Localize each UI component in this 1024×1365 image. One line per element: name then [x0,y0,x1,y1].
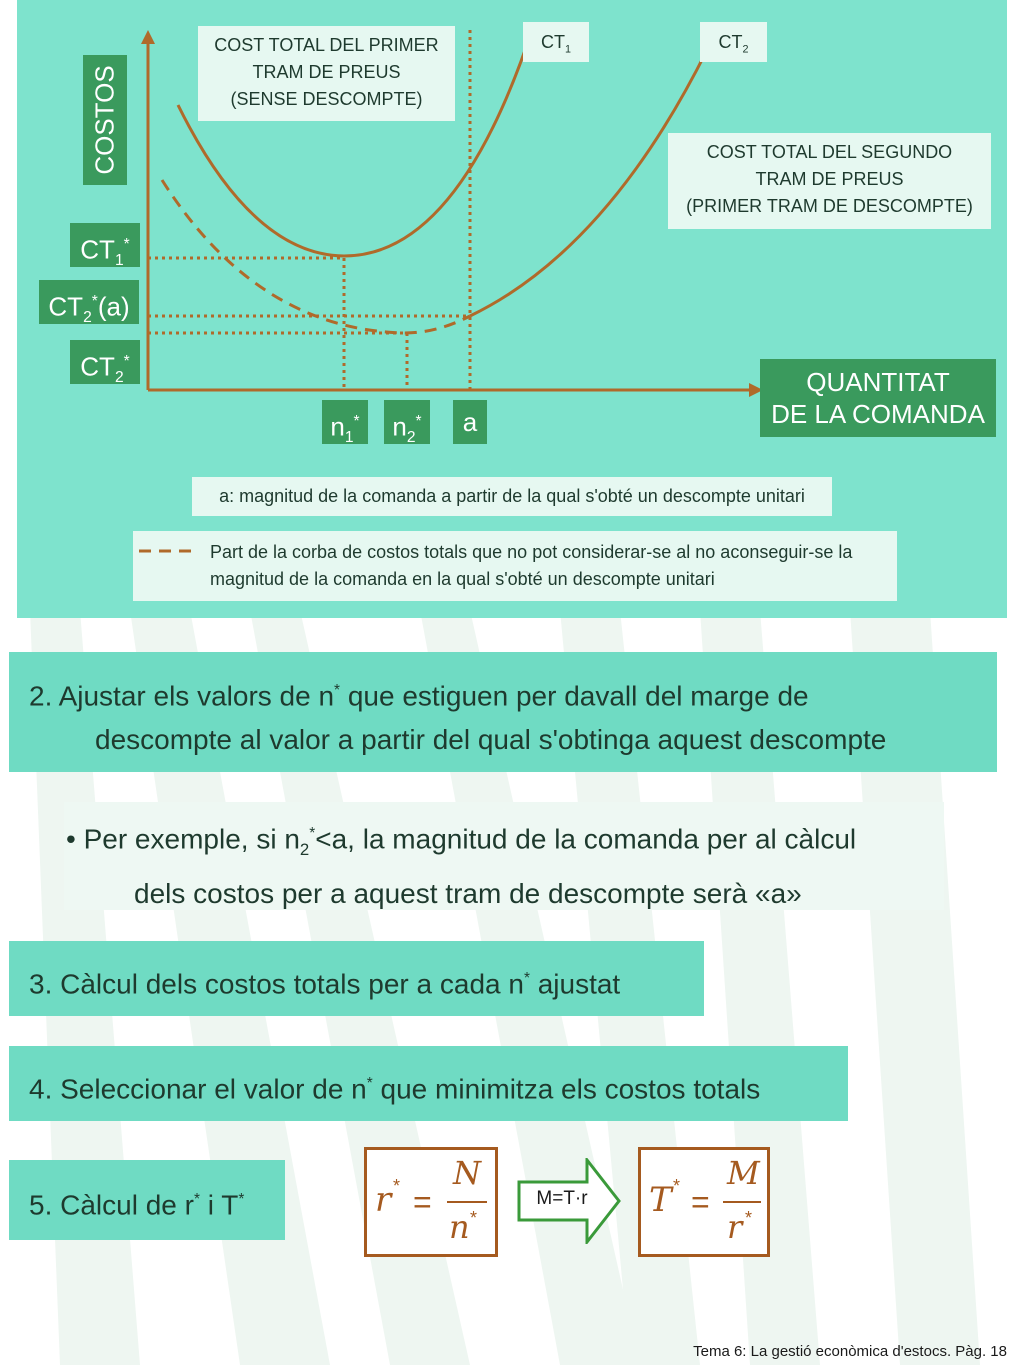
step-4 [9,1046,848,1121]
ct2a-sup: * [91,293,98,310]
curve-ct1-main: CT [540,32,565,52]
n2-label [384,400,430,444]
note-dashed-line2: magnitud de la comanda en la qual s'obté un descompte unitari [210,569,715,589]
ct2-star-label [70,340,140,384]
example-line2: dels costos per a aquest tram de descompte serà «a» [134,877,802,909]
ct1-star-label [70,223,140,267]
step-2 [9,652,997,772]
curve-ct2-main: CT [718,32,743,52]
step-3 [9,941,704,1016]
step-3-text-b: ajustat [529,968,621,1000]
formula-r [364,1147,498,1257]
note-a-text: a: magnitud de la comanda a partir de la qual s'obté un descompte unitari [219,486,805,506]
n2-sup: * [415,413,422,430]
step-3-text-a: 3. Càlcul dels costos totals per a cada n [29,968,524,1000]
first-tier-box [198,26,455,121]
ct2-star-main: CT [80,351,115,382]
formula-t-equals: = [691,1184,710,1220]
x-axis-label [760,359,996,437]
note-dashed-line1: Part de la corba de costos totals que no pot considerar-se al no aconseguir-se la [210,542,853,562]
x-axis-label-line2: DE LA COMANDA [771,399,985,429]
formula-t-den-star: * [745,1208,753,1228]
formula-r-fraction-bar [447,1201,487,1203]
ct2a-label [39,280,139,324]
n1-sup: * [353,413,360,430]
second-tier-line3: (PRIMER TRAM DE DESCOMPTE) [686,196,973,216]
n1-sub: 1 [344,428,354,446]
first-tier-line1: COST TOTAL DEL PRIMER [214,35,439,55]
note-a [192,477,832,516]
step-4-text-b: que minimitza els costos totals [372,1073,761,1105]
step-5-sup1: * [193,1191,200,1208]
cost-diagram [17,0,1007,618]
curve-ct2-label [700,22,767,62]
second-tier-line2: TRAM DE PREUS [755,169,904,189]
step-2-line1 [9,669,997,718]
step-3-sup: * [523,970,530,987]
example-sub: 2 [299,839,310,859]
second-tier-box [668,133,991,229]
step-4-sup: * [366,1075,373,1092]
step-5-sup2: * [238,1191,245,1208]
formula-t-lhs: T [649,1180,672,1220]
example-text-b: <a, la magnitud de la comanda per al càlcul [315,823,857,855]
step-2-sup: * [334,682,341,699]
formula-t-fraction-bar [723,1201,761,1203]
example-text [64,812,944,916]
ct2-star-sup: * [123,353,130,370]
ct1-star-sup: * [123,236,130,253]
first-tier-line3: (SENSE DESCOMPTE) [230,89,423,109]
first-tier-line2: TRAM DE PREUS [252,62,401,82]
ct2a-sub: 2 [83,308,92,326]
step-2-text-a: 2. Ajustar els valors de n [29,680,335,712]
step-5-text-a: 5. Càlcul de r [29,1189,194,1221]
ct1-star-main: CT [80,234,115,265]
curve-ct1-label [523,22,589,62]
a-label [453,400,487,444]
example-text-a: • Per exemple, si n [66,823,300,855]
n2-sub: 2 [406,428,416,446]
page-footer: Tema 6: La gestió econòmica d'estocs. Pàg. 18 [693,1343,1007,1360]
curve-ct2-sub: 2 [742,43,749,56]
legend-dash-box [133,531,210,601]
formula-t-denominator: r [727,1208,743,1246]
cost-curves-chart [17,0,1007,618]
formula-r-lhs-star: * [393,1176,401,1196]
example-line1 [64,812,944,872]
y-axis-arrow [141,30,155,44]
y-axis-label [83,55,127,185]
a-label-text: a [462,407,478,437]
formula-r-equals: = [413,1184,432,1220]
x-axis-label-line1: QUANTITAT [806,367,950,397]
curve-ct1-sub: 1 [564,43,571,56]
formula-r-denominator: n [449,1208,470,1246]
step-2-line2: descompte al valor a partir del qual s'obtinga aquest descompte [95,724,887,756]
arrow-label: M=T·r [536,1188,588,1209]
n2-main: n [392,411,407,442]
formula-t [638,1147,770,1257]
step-2-text-b: que estiguen per davall del marge de [340,680,809,712]
ct1-star-sub: 1 [114,251,124,269]
legend-dash-icon [133,531,210,601]
step-5 [9,1160,285,1240]
second-tier-line1: COST TOTAL DEL SEGUNDO [706,142,953,162]
n1-main: n [330,411,345,442]
formula-t-lhs-star: * [673,1176,681,1196]
example-sup: * [309,825,316,842]
formula-r-numerator: N [453,1154,481,1192]
formula-r-lhs: r [375,1180,392,1220]
y-axis-label-text: COSTOS [89,65,120,175]
note-dashed [210,531,897,601]
ct2a-suffix: (a) [97,291,130,322]
step-5-text-b: i T [199,1189,239,1221]
ct2-star-sub: 2 [114,368,124,386]
ct2a-main: CT [48,291,84,322]
n1-label [322,400,368,444]
formula-r-den-star: * [470,1208,478,1228]
formula-t-numerator: M [727,1154,760,1192]
step-4-text-a: 4. Seleccionar el valor de n [29,1073,367,1105]
